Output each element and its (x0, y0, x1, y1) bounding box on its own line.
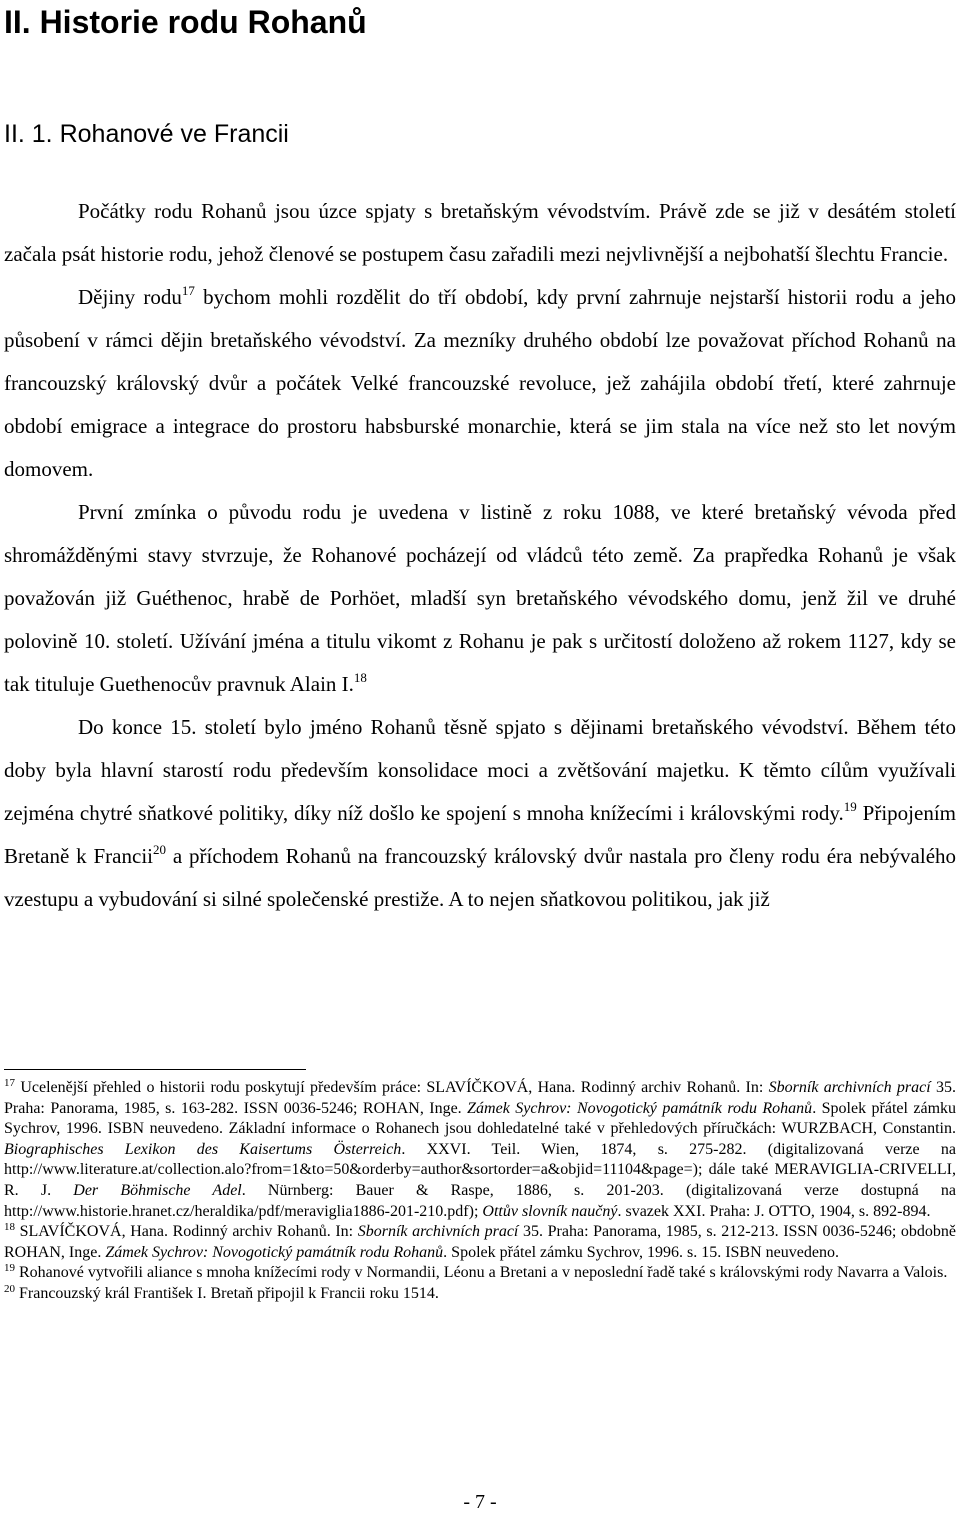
text-run: Francouzský král František I. Bretaň připojil k Francii roku 1514. (15, 1284, 439, 1302)
text-run: a příchodem Rohanů na francouzský královský dvůr nastala pro členy rodu éra nebývalého vzestupu a vybudování si silné společenské prestiže. A to nejen sňatkovou politikou, jak již (4, 844, 957, 911)
footnote (4, 1078, 956, 1222)
text-run: . svazek XXI. Praha: J. OTTO, 1904, s. 892-894. (617, 1202, 931, 1220)
text-run: Dějiny rodu (78, 285, 182, 309)
footnote (4, 1222, 956, 1263)
paragraph (4, 276, 956, 491)
text-run: . Spolek přátel zámku Sychrov, 1996. ISBN neuvedeno. Základní informace o Rohanech jsou dohledatelné také v přehledových příručkách: WURZBACH, Constantin. (4, 1099, 957, 1138)
text-run: Ucelenější přehled o historii rodu poskytují především práce: SLAVÍČKOVÁ, Hana. Rodinný archiv Rohanů. In: (15, 1079, 769, 1096)
text-run: . Spolek přátel zámku Sychrov, 1996. s. 15. ISBN neuvedeno. (443, 1243, 839, 1261)
footnote-ref: 20 (4, 1282, 15, 1295)
body-text (4, 190, 956, 921)
footnote-ref: 17 (4, 1077, 15, 1089)
footnote (4, 1263, 956, 1284)
text-run: Do konce 15. století bylo jméno Rohanů těsně spjato s dějinami bretaňského vévodství. Během této doby byla hlavní starostí rodu především konsolidace moci a zvětšování majetku. K těmto cílům využívali zejména chytré sňatkové politiky, díky níž došlo ke spojení s mnoha knížecími i královskými rody. (4, 715, 956, 825)
italic-title: Ottův slovník naučný (482, 1202, 618, 1220)
italic-title: Der Böhmische Adel (73, 1181, 242, 1199)
paragraph (4, 706, 956, 921)
footnote-ref: 18 (4, 1221, 15, 1234)
text-run: Připojením Bretaně k Francii (4, 801, 956, 868)
text-run: . Nürnberg: Bauer & Raspe, 1886, s. 201-203. (digitalizovaná verze dostupná na http://www.historie.hranet.cz/heraldika/pdf/meraviglia1886-201-210.pdf); (4, 1181, 956, 1220)
footnote-ref: 20 (153, 842, 166, 857)
text-run: 35. Praha: Panorama, 1985, s. 163-282. ISSN 0036-5246; ROHAN, Inge. (4, 1079, 957, 1117)
italic-title: Sborník archivních prací (357, 1223, 519, 1241)
text-run: Počátky rodu Rohanů jsou úzce spjaty s bretaňským vévodstvím. Právě zde se již v desátém století začala psát historie rodu, jehož členové se postupem času zařadili mezi nejvlivnější a nejbohatší šlechtu Francie. (4, 199, 956, 266)
text-run: SLAVÍČKOVÁ, Hana. Rodinný archiv Rohanů. In: (15, 1223, 358, 1241)
footnote (4, 1284, 956, 1305)
italic-title: Biographisches Lexikon des Kaisertums Österreich (4, 1140, 402, 1158)
page-number: - 7 - (463, 1491, 497, 1513)
footnote-ref: 18 (353, 670, 367, 685)
footnote-ref: 17 (181, 283, 195, 298)
italic-title: Zámek Sychrov: Novogotický památník rodu Rohanů (467, 1099, 813, 1117)
text-run: bychom mohli rozdělit do tří období, kdy první zahrnuje nejstarší historii rodu a jeho působení v rámci dějin bretaňského vévodství. Za mezníky druhého období lze považovat příchod Rohanů na francouzský královský dvůr a počátek Velké francouzské revoluce, jež zahájila období třetí, které zahrnuje období emigrace a integrace do prostoru habsburské monarchie, která se jim stala na více než sto let novým domovem. (4, 285, 956, 481)
text-run: 35. Praha: Panorama, 1985, s. 212-213. ISSN 0036-5246; obdobně ROHAN, Inge. (4, 1223, 957, 1261)
italic-title: Zámek Sychrov: Novogotický památník rodu Rohanů (105, 1243, 444, 1261)
section-heading: II. 1. Rohanové ve Francii (4, 120, 289, 148)
chapter-heading: II. Historie rodu Rohanů (4, 4, 367, 40)
footnote-separator (4, 1069, 306, 1070)
text-run: . XXVI. Teil. Wien, 1874, s. 275-282. (digitalizovaná verze na http://www.literature.at/collection.alo?from=1&to=50&orderby=author&sortorder=a&objid=11104&page=); dále také MERAVIGLIA-CRIVELLI, R. J. (4, 1140, 956, 1199)
text-run: První zmínka o původu rodu je uvedena v listině z roku 1088, ve které bretaňský vévoda před shromážděnými stavy stvrzuje, že Rohanové pocházejí od vládců této země. Za prapředka Rohanů je však považován již Guéthenoc, hrabě de Porhöet, mladší syn bretaňského vévodského domu, jenž žil ve druhé polovině 10. století. Užívání jména a titulu vikomt z Rohanu je pak s určitostí doloženo až rokem 1127, kdy se tak tituluje Guethenocův pravnuk Alain I. (4, 500, 956, 696)
paragraph (4, 491, 956, 706)
italic-title: Sborník archivních prací (768, 1079, 931, 1096)
footnote-ref: 19 (4, 1262, 15, 1275)
footnote-ref: 19 (843, 799, 857, 814)
footnotes (4, 1078, 956, 1305)
text-run: Rohanové vytvořili aliance s mnoha knížecími rody v Normandii, Léonu a Bretani a v neposlední řadě také s královskými rody Navarra a Valois. (15, 1264, 948, 1282)
paragraph (4, 190, 956, 276)
